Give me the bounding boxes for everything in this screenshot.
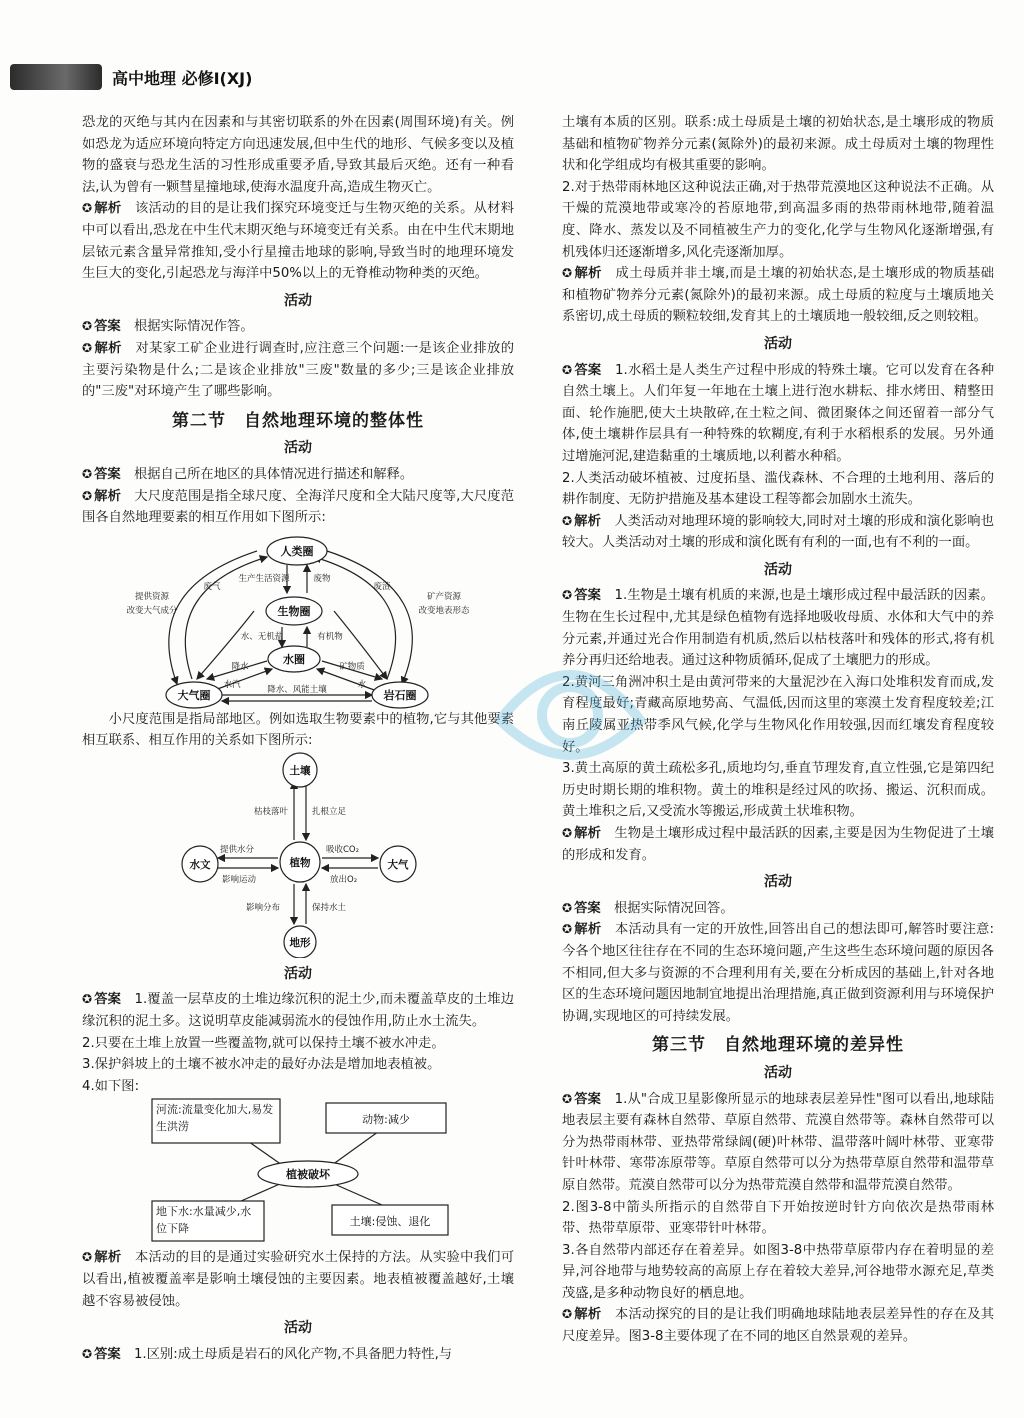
answer-text: 1.覆盖一层草皮的土堆边缘沉积的泥土少,而未覆盖草皮的土堆边缘沉积的泥土多。这说明草皮能减弱流水的侵蚀作用,防止水土流失。 — [82, 992, 515, 1030]
label-organic: 有机物 — [317, 631, 343, 642]
paragraph: 土壤有本质的区别。联系:成土母质是土壤的初始状态,是土壤形成的物质基础和植物矿物养分元素(氮除外)的最初来源。成土母质对土壤的物理性状和化学组成均有极其重要的影响。 — [562, 115, 994, 174]
answer-tag: ✪ 答案 — [82, 319, 121, 334]
answer-item: 4.如下图: — [82, 1078, 140, 1094]
analysis-tag: ✪ 解析 — [82, 489, 121, 504]
soil-effect-box: 土壤:侵蚀、退化 — [349, 1215, 431, 1229]
sphere-interaction-diagram — [82, 529, 514, 709]
label-resources: 生产生活资源 — [238, 573, 290, 584]
hydrology-node-label: 水文 — [189, 858, 211, 871]
paragraph: 2.对于热带雨林地区这种说法正确,对于热带荒漠地区这种说法不正确。从干燥的荒漠地带或寒冷的苔原地带,到高温多雨的热带雨林地带,随着温度、降水、蒸发以及不同植被生产力的变化,化学与生物风化逐渐增强,有机残体归还逐渐增多,风化壳逐渐加厚。 — [562, 179, 994, 260]
label-left3: 废气 — [203, 581, 221, 592]
label-precip: 降水 — [231, 661, 249, 672]
analysis-text: 本活动的目的是通过实验研究水土保持的方法。从实验中我们可以看出,植被覆盖率是影响土壤侵蚀的主要因素。地表植被覆盖越好,土壤越不容易被侵蚀。 — [82, 1250, 515, 1309]
analysis-text: 成土母质并非土壤,而是土壤的初始状态,是土壤形成的物质基础和植物矿物养分元素(氮除外)的最初来源。成土母质的粒度与土壤质地关系密切,成土母质的颗粒较细,发育其上的土壤质地一般较细,反之则较粗。 — [562, 266, 995, 325]
analysis-paragraph — [562, 823, 994, 866]
analysis-text: 人类活动对地理环境的影响较大,同时对土壤的形成和演化影响也较大。人类活动对土壤的形成和演化既有有利的一面,也有不利的一面。 — [562, 513, 994, 551]
answer-tag: ✪ 答案 — [82, 467, 121, 482]
answer-tag: ✪ 答案 — [562, 1092, 601, 1107]
analysis-paragraph — [562, 263, 994, 328]
label-affect-distribution: 影响分布 — [246, 902, 281, 913]
section-heading: 第二节 自然地理环境的整体性 — [172, 410, 424, 431]
analysis-text: 对某家工矿企业进行调查时,应注意三个问题:一是该企业排放的主要污染物是什么;二是该企业排放"三废"数量的多少;三是该企业排放的"三废"对环境产生了哪些影响。 — [82, 340, 514, 400]
left-column — [82, 112, 514, 1365]
animal-effect-box: 动物:减少 — [362, 1113, 410, 1127]
label-absorb-co2: 吸收CO₂ — [326, 844, 360, 855]
activity-heading: 活动 — [764, 874, 792, 891]
label-left2: 改变大气成分 — [126, 605, 178, 616]
atmosphere-label: 大气圈 — [177, 688, 211, 702]
analysis-paragraph — [562, 919, 994, 1027]
activity-heading: 活动 — [764, 335, 792, 352]
answer-paragraph — [82, 989, 514, 1032]
analysis-tag: ✪ 解析 — [82, 1250, 121, 1265]
answer-paragraph — [562, 898, 994, 920]
river-effect-box: 河流:流量变化加大,易发生洪涝 — [156, 1103, 274, 1134]
page-header-title: 高中地理 必修Ⅰ(XJ) — [112, 69, 253, 88]
answer-tag: ✪ 答案 — [562, 363, 601, 378]
label-supply-water: 提供水分 — [220, 844, 255, 855]
label-mineral: 矿物质 — [339, 661, 365, 672]
answer-paragraph — [562, 1089, 994, 1197]
label-release-o2: 放出O₂ — [330, 874, 358, 885]
label-right3: 改变地表形态 — [418, 605, 470, 616]
answer-tag: ✪ 答案 — [82, 992, 121, 1007]
page-header — [0, 0, 1024, 100]
analysis-text: 该活动的目的是让我们探究环境变迁与生物灭绝的关系。从材料中可以看出,恐龙在中生代末期灭绝与环境变迁有关系。由在中生代末期地层铱元素含量异常推知,受小行星撞击地球的影响,导致当时的地理环境发生巨大的变化,引起恐龙与海洋中50%以上的无脊椎动物种类的灭绝。 — [82, 201, 515, 282]
answer-text: 根据自己所在地区的具体情况进行描述和解释。 — [133, 466, 414, 482]
label-conserve-soil: 保持水土 — [312, 902, 347, 913]
activity-heading: 活动 — [284, 965, 312, 982]
plant-relation-diagram — [82, 752, 514, 958]
label-affect-motion: 影响运动 — [222, 874, 257, 885]
answer-item: 2.只要在土堆上放置一些覆盖物,就可以保持土壤不被水冲走。 — [82, 1035, 445, 1051]
answer-tag: ✪ 答案 — [562, 901, 601, 916]
human-sphere-label: 人类圈 — [280, 544, 314, 558]
answer-text: 1.区别:成土母质是岩石的风化产物,不具备肥力特性,与 — [133, 1346, 453, 1362]
analysis-tag: ✪ 解析 — [562, 514, 601, 529]
analysis-tag: ✪ 解析 — [82, 341, 122, 356]
label-left1: 提供资源 — [134, 591, 170, 602]
right-column — [562, 112, 994, 1348]
answer-text: 根据实际情况作答。 — [133, 319, 254, 335]
label-bottom: 降水、风能土壤 — [267, 684, 327, 695]
answer-text: 1.生物是土壤有机质的来源,也是土壤形成过程中最活跃的因素。生物在生长过程中,尤其是绿色植物有选择地吸收母质、水体和大气中的养分元素,并通过光合作用制造有机质,然后以枯枝落叶和残体的形式,将有机养分再归还给地表。通过这种物质循环,促成了土壤肥力的形成。 — [562, 588, 995, 669]
label-vapor: 水汽 — [223, 679, 241, 690]
label-water2: 水 — [357, 679, 367, 690]
soil-node-label: 土壤 — [289, 764, 311, 777]
answer-paragraph — [82, 464, 514, 486]
analysis-tag: ✪ 解析 — [82, 201, 121, 216]
answer-paragraph — [82, 1344, 514, 1366]
biosphere-label: 生物圈 — [277, 604, 311, 618]
label-waste: 废物 — [313, 573, 331, 584]
answer-text: 1.从"合成卫星影像所显示的地球表层差异性"图可以看出,地球陆地表层主要有森林自然带、草原自然带、荒漠自然带等。森林自然带可以分为热带雨林带、亚热带常绿阔(硬)叶林带、温带落叶阔叶林带、亚寒带针叶林带、寒带冻原带等。草原自然带可以分为热带草原自然带和温带草原自然带。荒漠自然带可以分为热带荒漠自然带和温带荒漠自然带。 — [562, 1091, 995, 1193]
analysis-paragraph — [562, 1304, 994, 1347]
analysis-paragraph — [82, 1247, 514, 1312]
answer-tag: ✪ 答案 — [82, 1347, 121, 1362]
answer-item: 3.保护斜坡上的土壤不被水冲走的最好办法是增加地表植被。 — [82, 1057, 441, 1073]
answer-item: 3.各自然带内部还存在着差异。如图3-8中热带草原带内存在着明显的差异,河谷地带与地势较高的高原上存在着较大差异,河谷地带水源充足,草类茂盛,是多种动物良好的栖息地。 — [562, 1242, 994, 1301]
analysis-text: 本活动探究的目的是让我们明确地球陆地表层差异性的存在及其尺度差异。图3-8主要体现了在不同的地区自然景观的差异。 — [562, 1307, 995, 1345]
section-heading: 第三节 自然地理环境的差异性 — [652, 1035, 904, 1056]
activity-heading: 活动 — [284, 440, 312, 457]
answer-paragraph — [562, 585, 994, 671]
label-rooting: 扎根立足 — [312, 806, 347, 817]
analysis-paragraph — [82, 486, 514, 529]
lithosphere-label: 岩石圈 — [383, 688, 417, 702]
terrain-node-label: 地形 — [289, 936, 311, 949]
atmosphere-node-label: 大气 — [387, 858, 409, 871]
paragraph: 小尺度范围是指局部地区。例如选取生物要素中的植物,它与其他要素相互联系、相互作用的关系如下图所示: — [82, 711, 514, 749]
answer-text: 1.水稻土是人类生产过程中形成的特殊土壤。它可以发育在各种自然土壤上。人们年复一年地在土壤上进行泡水耕耘、排水烤田、精整田面、轮作施肥,使大土块散碎,在土粒之间、微团聚体之间还留着一部分气体,使土壤耕作层具有一种特殊的软糊度,有利于水稻根系的发展。另外通过增施河泥,建造黏重的土壤质地,以利蓄水种稻。 — [562, 362, 995, 464]
analysis-tag: ✪ 解析 — [562, 922, 601, 937]
answer-item: 2.图3-8中箭头所指示的自然带自下开始按逆时针方向依次是热带雨林带、热带草原带、亚寒带针叶林带。 — [562, 1199, 994, 1237]
answer-paragraph — [562, 360, 994, 468]
answer-tag: ✪ 答案 — [562, 588, 601, 603]
plant-node-label: 植物 — [289, 856, 311, 869]
analysis-tag: ✪ 解析 — [562, 826, 601, 841]
paragraph: 恐龙的灭绝与其内在因素和与其密切联系的外在因素(周围环境)有关。例如恐龙为适应环境向特定方向迅速发展,但中生代的地形、气候多变以及植物的盛衰与恐龙生活的习性形成重要矛盾,导致其最后灭绝。还有一种看法,认为曾有一颗彗星撞地球,使海水温度升高,造成生物灭亡。 — [82, 115, 514, 195]
analysis-text: 本活动具有一定的开放性,回答出自己的想法即可,解答时要注意:今各个地区往往存在不同的生态环境问题,产生这些生态环境问题的原因各不相同,但大多与资源的不合理利用有关,要在分析成因的基础上,针对各地区的生态环境问题因地制宜地提出治理措施,真正做到资源利用与环境保护协调,实现地区的可持续发展。 — [562, 922, 995, 1024]
analysis-tag: ✪ 解析 — [562, 266, 602, 281]
hydrosphere-label: 水圈 — [283, 652, 305, 666]
answer-item: 2.黄河三角洲冲积土是由黄河带来的大量泥沙在入海口处堆积发育而成,发育程度最好;青藏高原地势高、气温低,因而这里的寒漠土发育程度较差;江南丘陵属亚热带季风气候,化学与生物风化作用较强,因而红壤发育程度较好。 — [562, 674, 994, 755]
analysis-paragraph — [562, 511, 994, 554]
analysis-paragraph — [82, 338, 514, 403]
analysis-tag: ✪ 解析 — [562, 1307, 601, 1322]
analysis-text: 大尺度范围是指全球尺度、全海洋尺度和全大陆尺度等,大尺度范围各自然地理要素的相互作用如下图所示: — [82, 488, 514, 526]
answer-item: 3.黄土高原的黄土疏松多孔,质地均匀,垂直节理发育,直立性强,它是第四纪历史时期长期的堆积物。黄土的堆积是经过风的吹扬、搬运、沉积而成。黄土堆积之后,又受流水等搬运,形成黄土状堆积物。 — [562, 761, 994, 820]
groundwater-effect-box: 地下水:水量减少,水位下降 — [156, 1205, 252, 1236]
answer-paragraph — [82, 316, 514, 338]
label-right2: 矿产资源 — [426, 591, 462, 602]
label-litter: 枯枝落叶 — [254, 806, 289, 817]
answer-item: 2.人类活动破坏植被、过度拓垦、滥伐森林、不合理的土地利用、落后的耕作制度、无防护措施及基本建设工程等都会加剧水土流失。 — [562, 470, 994, 508]
activity-heading: 活动 — [284, 292, 312, 309]
analysis-text: 生物是土壤形成过程中最活跃的因素,主要是因为生物促进了土壤的形成和发育。 — [562, 826, 994, 863]
header-decor-bar — [10, 64, 102, 90]
vegetation-destruction-diagram — [82, 1097, 514, 1247]
activity-heading: 活动 — [764, 561, 792, 578]
activity-heading: 活动 — [284, 1320, 312, 1337]
vegetation-destruction-center: 植被破坏 — [286, 1168, 330, 1182]
analysis-paragraph — [82, 198, 514, 284]
label-right1: 废渣 — [373, 581, 391, 592]
activity-heading: 活动 — [764, 1064, 792, 1081]
answer-text: 根据实际情况回答。 — [613, 900, 734, 916]
label-water-salt: 水、无机盐 — [240, 631, 284, 642]
